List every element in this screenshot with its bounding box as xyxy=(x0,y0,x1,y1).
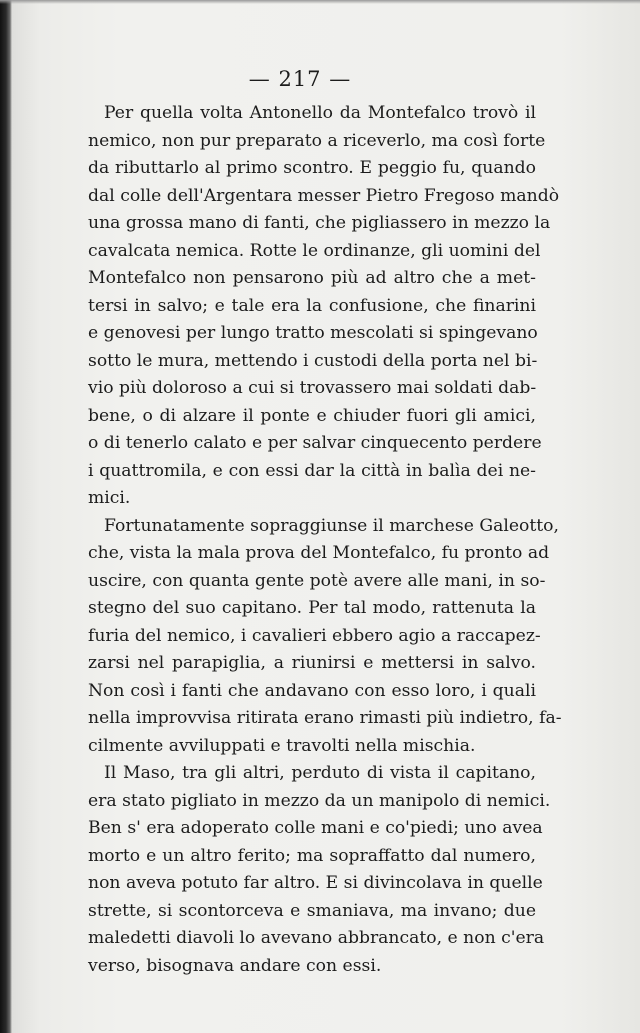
text-line: zarsi nel parapiglia, a riunirsi e mettersi in salvo. xyxy=(88,653,536,673)
page-number: — 217 — xyxy=(248,67,352,91)
text-line: o di tenerlo calato e per salvar cinquecento perdere xyxy=(88,433,542,453)
text-line: maledetti diavoli lo avevano abbrancato, e non c'era xyxy=(88,928,545,948)
text-line: Non così i fanti che andavano con esso loro, i quali xyxy=(88,680,536,701)
text-line: Ben s' era adoperato colle mani e co'piedi; uno avea xyxy=(88,818,543,838)
text-line: vio più doloroso a cui si trovassero mai soldati dab- xyxy=(88,378,537,398)
text-line: e genovesi per lungo tratto mescolati si spingevano xyxy=(88,323,538,343)
text-line: Il Maso, tra gli altri, perduto di vista il capitano, xyxy=(104,763,536,783)
text-line: da ributtarlo al primo scontro. E peggio fu, quando xyxy=(88,158,536,178)
binding-edge xyxy=(0,0,12,1033)
text-line: verso, bisognava andare con essi. xyxy=(88,955,382,976)
text-line: Montefalco non pensarono più ad altro che a met- xyxy=(88,268,536,288)
text-line: uscire, con quanta gente potè avere alle mani, in so- xyxy=(88,570,546,591)
text-line: bene, o di alzare il ponte e chiuder fuori gli amici, xyxy=(88,405,536,426)
text-line: cilmente avviluppati e travolti nella mischia. xyxy=(88,735,476,756)
text-line: stegno del suo capitano. Per tal modo, rattenuta la xyxy=(88,598,536,618)
text-line: furia del nemico, i cavalieri ebbero agio a raccapez- xyxy=(88,625,541,646)
text-line: Fortunatamente sopraggiunse il marchese Galeotto, xyxy=(104,515,559,536)
body-text xyxy=(88,100,562,980)
text-line: una grossa mano di fanti, che pigliassero in mezzo la xyxy=(88,213,551,233)
text-line: sotto le mura, mettendo i custodi della porta nel bi- xyxy=(88,350,538,371)
text-line: morto e un altro ferito; ma sopraffatto dal numero, xyxy=(88,845,536,866)
text-line: non aveva potuto far altro. E si divincolava in quelle xyxy=(88,873,543,893)
text-line: tersi in salvo; e tale era la confusione, che finarini xyxy=(88,295,536,316)
text-line: i quattromila, e con essi dar la città in balìa dei ne- xyxy=(88,460,536,481)
text-line: che, vista la mala prova del Montefalco, fu pronto ad xyxy=(88,543,550,563)
text-line: Per quella volta Antonello da Montefalco trovò il xyxy=(104,103,536,123)
text-line: nemico, non pur preparato a riceverlo, ma così forte xyxy=(88,130,546,151)
text-line: nella improvvisa ritirata erano rimasti più indietro, fa- xyxy=(88,708,562,728)
text-line: cavalcata nemica. Rotte le ordinanze, gli uomini del xyxy=(88,240,541,261)
text-line: era stato pigliato in mezzo da un manipolo di nemici. xyxy=(88,790,551,811)
text-line: mici. xyxy=(88,488,131,508)
text-line: strette, si scontorceva e smaniava, ma invano; due xyxy=(88,900,536,921)
text-line: dal colle dell'Argentara messer Pietro Fregoso mandò xyxy=(88,185,560,206)
page-top-edge xyxy=(0,0,640,4)
